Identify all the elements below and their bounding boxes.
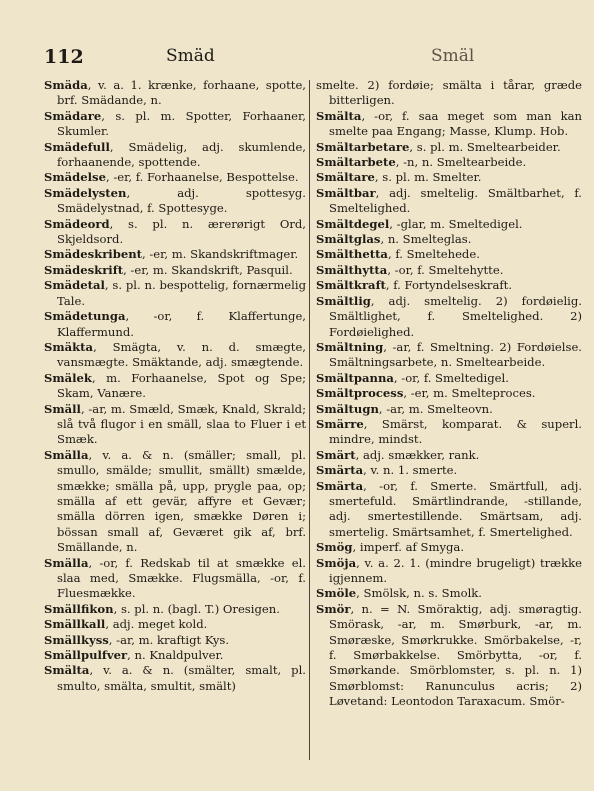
dictionary-entry: Smädeskrift, -er, m. Skandskrift, Pasquil. [44, 262, 293, 277]
dictionary-entry: Smög, imperf. af Smyga. [316, 540, 465, 555]
dictionary-entry: Smälla, v. a. & n. (smäller; small, pl. smullo, smälde; smullit, smällt) smælde, smække; smälla på, upp, prygle paa, op; smälla af ett gevär, affyre et Gevær; smälla dörren igen, smække Døren i; bössan small af, Geværet gik af, brf. Smällande, n. [44, 447, 306, 555]
dictionary-entry: Smälek, m. Forhaanelse, Spot og Spe; Skam, Vanære. [44, 370, 306, 401]
dictionary-entry: Smälta, -or, f. saa meget som man kan smelte paa Engang; Masse, Klump. Hob. [316, 108, 582, 139]
dictionary-entry: Smällfikon, s. pl. n. (bagl. T.) Oresigen. [44, 601, 280, 616]
dictionary-entry: Smör, n. = N. Smöraktig, adj. smøragtig. Smörask, -ar, m. Smørburk, -ar, m. Smøræske, Smørkrukke. Smörbakelse, -r, f. Smørbakkelse. Smörbytta, -or, f. Smørkande. Smörblomster, s. pl. n. 1) Smørblomst: Ranunculus acris; 2) Løvetand: Leontodon Taraxacum. Smör- [316, 601, 582, 709]
dictionary-entry: Smälthetta, f. Smeltehede. [316, 247, 480, 262]
running-headword-right: Smäl [431, 46, 475, 66]
dictionary-entry: Smältarbetare, s. pl. m. Smeltearbeider. [316, 139, 561, 154]
dictionary-entry: Smällkyss, -ar, m. kraftigt Kys. [44, 632, 230, 647]
page-number: 112 [44, 46, 84, 68]
dictionary-entry: Smältning, -ar, f. Smeltning. 2) Fordøielse. Smältningsarbete, n. Smeltearbeide. [316, 339, 582, 370]
dictionary-entry: Smältlig, adj. smeltelig. 2) fordøielig. Smältlighet, f. Smeltelighed. 2) Fordøielighed. [316, 293, 582, 339]
dictionary-entry: Smältprocess, -er, m. Smelteproces. [316, 386, 536, 401]
dictionary-entry: Smärta, -or, f. Smerte. Smärtfull, adj. smertefuld. Smärtlindrande, -stillande, adj. smertestillende. Smärtsam, adj. smertelig. Smärtsamhet, f. Smertelighed. [316, 478, 582, 539]
dictionary-entry: Smällpulfver, n. Knaldpulver. [44, 648, 224, 663]
column-divider [309, 80, 310, 760]
dictionary-entry: Smärta, v. n. 1. smerte. [316, 463, 458, 478]
dictionary-entry: Smältkraft, f. Fortyndelseskraft. [316, 278, 513, 293]
dictionary-entry: Smällkall, adj. meget kold. [44, 617, 208, 632]
dictionary-entry: Smöja, v. a. 2. 1. (mindre brugeligt) trække igjennem. [316, 555, 582, 585]
dictionary-entry: Smärt, adj. smækker, rank. [316, 447, 480, 462]
dictionary-entry: Smäll, -ar, m. Smæld, Smæk, Knald, Skrald; slå två flugor i en smäll, slaa to Fluer i et Smæk. [44, 401, 306, 447]
dictionary-entry: Smältarbete, -n, n. Smeltearbeide. [316, 155, 527, 170]
dictionary-entry: Smädetal, s. pl. n. bespottelig, fornærmelig Tale. [44, 278, 306, 308]
dictionary-entry: Smältare, s. pl. m. Smelter. [316, 170, 482, 185]
dictionary-entry: Smärre, Smärst, komparat. & superl. mindre, mindst. [316, 416, 582, 447]
dictionary-entry: Smädelse, -er, f. Forhaanelse, Bespottelse. [44, 170, 299, 185]
dictionary-entry: Smältugn, -ar, m. Smelteovn. [316, 401, 493, 416]
dictionary-entry: Smädetunga, -or, f. Klaffertunge, Klaffermund. [44, 309, 306, 339]
dictionary-entry: Smäda, v. a. 1. krænke, forhaane, spotte, brf. Smädande, n. [44, 78, 306, 108]
dictionary-entry: Smädefull, Smädelig, adj. skumlende, forhaanende, spottende. [44, 139, 306, 170]
dictionary-entry: Smältglas, n. Smelteglas. [316, 232, 472, 247]
dictionary-entry: Smälla, -or, f. Redskab til at smække el. slaa med, Smække. Flugsmälla, -or, f. Fluesmække. [44, 555, 306, 601]
right-column [316, 78, 582, 768]
left-column [44, 78, 306, 768]
page-header [0, 46, 594, 68]
dictionary-entry: Smöle, Smölsk, n. s. Smolk. [316, 586, 482, 601]
dictionary-entry: Smältbar, adj. smeltelig. Smältbarhet, f. Smeltelighed. [316, 185, 582, 216]
dictionary-entry: Smäkta, Smägta, v. n. d. smægte, vansmægte. Smäktande, adj. smægtende. [44, 339, 306, 370]
dictionary-entry: Smädelysten, adj. spottesyg. Smädelystnad, f. Spottesyge. [44, 185, 306, 216]
running-headword-left: Smäd [166, 46, 215, 66]
dictionary-entry: Smältdegel, -glar, m. Smeltedigel. [316, 216, 523, 231]
dictionary-entry: Smädeskribent, -er, m. Skandskriftmager. [44, 247, 299, 262]
dictionary-entry: smelte. 2) fordøie; smälta i tårar, græde bitterligen. [316, 78, 582, 108]
dictionary-entry: Smädeord, s. pl. n. ærerørigt Ord, Skjeldsord. [44, 216, 306, 247]
dictionary-entry: Smälta, v. a. & n. (smälter, smalt, pl. smulto, smälta, smultit, smält) [44, 663, 306, 693]
dictionary-entry: Smältpanna, -or, f. Smeltedigel. [316, 370, 509, 385]
dictionary-entry: Smälthytta, -or, f. Smeltehytte. [316, 262, 504, 277]
dictionary-entry: Smädare, s. pl. m. Spotter, Forhaaner, Skumler. [44, 108, 306, 139]
